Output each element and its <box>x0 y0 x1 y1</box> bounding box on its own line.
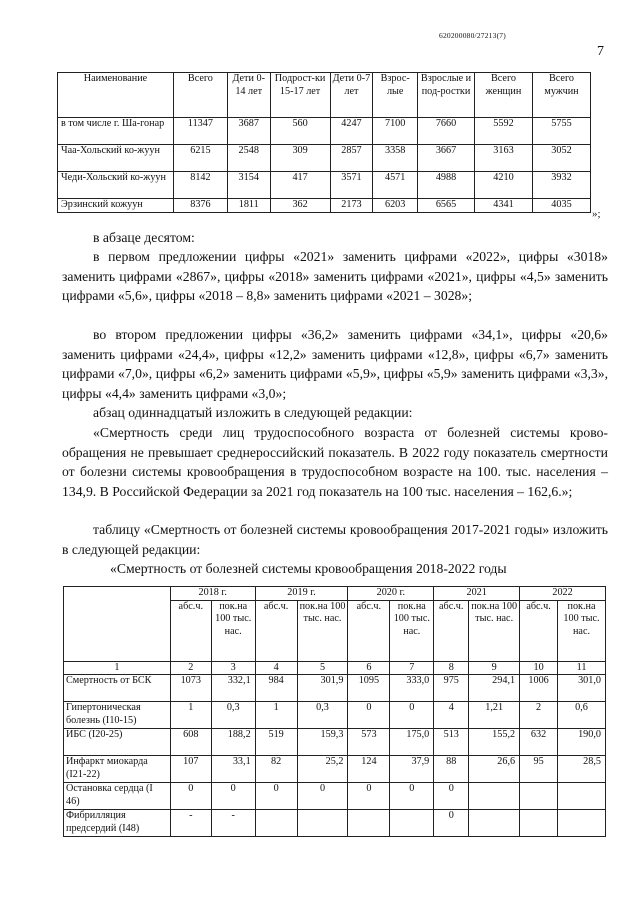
table-cell: 3163 <box>475 145 533 172</box>
table-cell: 0 <box>297 783 348 810</box>
subheader-abs: абс.ч. <box>348 600 390 661</box>
table-cell: 4571 <box>373 172 418 199</box>
table-cell: 1073 <box>170 675 211 702</box>
table-cell <box>255 810 297 837</box>
column-number: 10 <box>520 661 558 675</box>
table-cell: 82 <box>255 756 297 783</box>
table-cell <box>390 810 434 837</box>
page-number: 7 <box>597 44 604 59</box>
population-table <box>57 72 591 213</box>
header-cell: Дети 0-7 лет <box>330 73 373 118</box>
table-cell <box>469 810 520 837</box>
table-row <box>58 145 591 172</box>
row-name-cell: в том числе г. Ша-гонар <box>58 118 174 145</box>
column-number-row <box>64 661 606 675</box>
row-name-cell: Инфаркт миокарда (I21-22) <box>64 756 171 783</box>
table-cell: 4035 <box>532 199 590 213</box>
table-cell: 5592 <box>475 118 533 145</box>
table-cell: 309 <box>270 145 330 172</box>
table-cell: 124 <box>348 756 390 783</box>
subheader-rate: пок.на 100 тыс. нас. <box>211 600 255 661</box>
closing-quote-mark: »; <box>592 208 601 220</box>
header-cell: Дети 0-14 лет <box>227 73 270 118</box>
row-name-cell: Гипертоническая болезнь (I10-15) <box>64 702 171 729</box>
table-row <box>64 675 606 702</box>
table-cell: 4210 <box>475 172 533 199</box>
row-name-cell: Смертность от БСК <box>64 675 171 702</box>
table-cell <box>348 810 390 837</box>
table-cell <box>469 783 520 810</box>
table-cell: 632 <box>520 729 558 756</box>
table-row <box>58 199 591 213</box>
table-cell: 88 <box>434 756 469 783</box>
table-cell: 573 <box>348 729 390 756</box>
years-header-row <box>64 587 606 601</box>
table-cell: 107 <box>170 756 211 783</box>
table-cell: 4988 <box>418 172 475 199</box>
table-cell: 188,2 <box>211 729 255 756</box>
subheader-abs: абс.ч. <box>170 600 211 661</box>
table-cell: 3687 <box>227 118 270 145</box>
table-cell: 0 <box>434 810 469 837</box>
row-name-cell: Остановка сердца (I 46) <box>64 783 171 810</box>
subheader-abs: абс.ч. <box>434 600 469 661</box>
table-cell: 1095 <box>348 675 390 702</box>
table-cell: 975 <box>434 675 469 702</box>
table-cell: 333,0 <box>390 675 434 702</box>
document-id: 620200080/27213(7) <box>439 31 506 40</box>
table-cell <box>297 810 348 837</box>
table-cell: 6203 <box>373 199 418 213</box>
table-cell: 1 <box>170 702 211 729</box>
table-cell: 159,3 <box>297 729 348 756</box>
table-cell: 0 <box>211 783 255 810</box>
table-cell: 1811 <box>227 199 270 213</box>
table-cell: 37,9 <box>390 756 434 783</box>
table-cell: 1006 <box>520 675 558 702</box>
table-cell: 4247 <box>330 118 373 145</box>
header-cell: Всего <box>173 73 227 118</box>
table-cell <box>558 783 606 810</box>
year-header: 2020 г. <box>348 587 434 601</box>
table-cell: 33,1 <box>211 756 255 783</box>
table-cell: - <box>170 810 211 837</box>
table-cell: 0 <box>348 702 390 729</box>
table-row <box>64 810 606 837</box>
table-cell: 0,3 <box>211 702 255 729</box>
header-cell: Взрослые и под-ростки <box>418 73 475 118</box>
paragraph: таблицу «Смертность от болезней системы кровообращения 2017-2021 годы» изложить в следующей редакции: <box>62 522 608 557</box>
table-cell: 28,5 <box>558 756 606 783</box>
column-number: 5 <box>297 661 348 675</box>
column-number: 7 <box>390 661 434 675</box>
row-name-cell: Эрзинский кожуун <box>58 199 174 213</box>
table-cell: 301,9 <box>297 675 348 702</box>
mortality-table <box>63 586 606 837</box>
table-row <box>64 702 606 729</box>
table-cell: 26,6 <box>469 756 520 783</box>
table-cell: 7100 <box>373 118 418 145</box>
paragraph: во втором предложении цифры «36,2» заменить цифрами «34,1», цифры «20,6» заменить цифрами «24,4», цифры «12,2» заменить цифрами «12,8», цифры «6,7» заменить цифрами «7,0», цифры «6,2» заменить цифрами «5,9», цифры «5,9» заменить цифрами «3,3», цифры «4,4» заменить цифрами «3,0»; <box>62 327 608 401</box>
column-number: 11 <box>558 661 606 675</box>
paragraph: в первом предложении цифры «2021» заменить цифрами «2022», цифры «3018» заменить цифрами «2867», цифры «2018» заменить цифрами «2021», цифры «4,5» заменить цифрами «5,6», цифры «2018 – 8,8» заменить цифрами «2021 – 3028»; <box>62 249 608 303</box>
column-number: 2 <box>170 661 211 675</box>
table-cell: 2548 <box>227 145 270 172</box>
paragraph: в абзаце десятом: <box>93 230 195 245</box>
table-cell: 155,2 <box>469 729 520 756</box>
table-row <box>64 783 606 810</box>
table-cell: 3358 <box>373 145 418 172</box>
column-number: 6 <box>348 661 390 675</box>
table-cell: 6215 <box>173 145 227 172</box>
column-number: 8 <box>434 661 469 675</box>
table-cell: 2173 <box>330 199 373 213</box>
table-cell: 513 <box>434 729 469 756</box>
table-cell <box>520 783 558 810</box>
table-cell: 175,0 <box>390 729 434 756</box>
table-cell: 3667 <box>418 145 475 172</box>
table-cell: 332,1 <box>211 675 255 702</box>
subheader-rate: пок.на 100 тыс. нас. <box>297 600 348 661</box>
table-cell <box>520 810 558 837</box>
table-row <box>58 118 591 145</box>
table-cell: 417 <box>270 172 330 199</box>
paragraph: абзац одиннадцатый изложить в следующей редакции: <box>93 405 413 420</box>
table-cell: 25,2 <box>297 756 348 783</box>
table-cell: 8376 <box>173 199 227 213</box>
table-cell: 1 <box>255 702 297 729</box>
table-cell: 0 <box>390 783 434 810</box>
empty-header-cell <box>64 587 171 662</box>
table-cell: 4 <box>434 702 469 729</box>
table-cell: 2857 <box>330 145 373 172</box>
table-cell: 560 <box>270 118 330 145</box>
table-cell: 3052 <box>532 145 590 172</box>
paragraph: «Смертность среди лиц трудоспособного возраста от болезней системы крово-обращения не превышает среднероссийский показатель. В 2022 году показатель смертности от болезни системы кровообращения в трудоспособном возрасте на 100. тыс. населения – 134,9. В Российской Федерации за 2021 год показатель на 100 тыс. населения – 162,6.»; <box>62 425 608 499</box>
column-number: 3 <box>211 661 255 675</box>
table-cell: 6565 <box>418 199 475 213</box>
column-number: 4 <box>255 661 297 675</box>
header-cell: Взрос-лые <box>373 73 418 118</box>
table-cell: 190,0 <box>558 729 606 756</box>
table-row <box>58 172 591 199</box>
column-number: 1 <box>64 661 171 675</box>
table-cell: 0,6 <box>558 702 606 729</box>
table-title: «Смертность от болезней системы кровообращения 2018-2022 годы <box>110 561 507 576</box>
table-cell: 7660 <box>418 118 475 145</box>
header-cell: Наименование <box>58 73 174 118</box>
table-cell: - <box>211 810 255 837</box>
table-cell: 0,3 <box>297 702 348 729</box>
subheader-rate: пок.на 100 тыс. нас. <box>558 600 606 661</box>
table-cell: 301,0 <box>558 675 606 702</box>
table-cell: 5755 <box>532 118 590 145</box>
table-row <box>64 729 606 756</box>
row-name-cell: ИБС (I20-25) <box>64 729 171 756</box>
table-cell: 519 <box>255 729 297 756</box>
header-cell: Всего женщин <box>475 73 533 118</box>
table-cell: 2 <box>520 702 558 729</box>
header-cell: Подрост-ки 15-17 лет <box>270 73 330 118</box>
table-cell: 0 <box>170 783 211 810</box>
row-name-cell: Фибрилляция предсердий (I48) <box>64 810 171 837</box>
table-cell: 294,1 <box>469 675 520 702</box>
subheader-rate: пок.на 100 тыс. нас. <box>390 600 434 661</box>
table-cell: 1,21 <box>469 702 520 729</box>
table-cell: 95 <box>520 756 558 783</box>
subheader-abs: абс.ч. <box>520 600 558 661</box>
table-cell: 0 <box>255 783 297 810</box>
subheader-rate: пок.на 100 тыс. нас. <box>469 600 520 661</box>
table-cell: 11347 <box>173 118 227 145</box>
table-cell: 8142 <box>173 172 227 199</box>
table-cell <box>558 810 606 837</box>
header-cell: Всего мужчин <box>532 73 590 118</box>
row-name-cell: Чаа-Хольский ко-жуун <box>58 145 174 172</box>
table-cell: 0 <box>434 783 469 810</box>
subheader-abs: абс.ч. <box>255 600 297 661</box>
table-cell: 3932 <box>532 172 590 199</box>
table-cell: 608 <box>170 729 211 756</box>
table-cell: 0 <box>390 702 434 729</box>
year-header: 2021 <box>434 587 520 601</box>
table-cell: 4341 <box>475 199 533 213</box>
row-name-cell: Чеди-Хольский ко-жуун <box>58 172 174 199</box>
column-number: 9 <box>469 661 520 675</box>
year-header: 2022 <box>520 587 606 601</box>
year-header: 2019 г. <box>255 587 348 601</box>
table-header-row <box>58 73 591 118</box>
table-row <box>64 756 606 783</box>
table-cell: 3571 <box>330 172 373 199</box>
table-cell: 984 <box>255 675 297 702</box>
table-cell: 362 <box>270 199 330 213</box>
table-cell: 3154 <box>227 172 270 199</box>
table-cell: 0 <box>348 783 390 810</box>
year-header: 2018 г. <box>170 587 255 601</box>
